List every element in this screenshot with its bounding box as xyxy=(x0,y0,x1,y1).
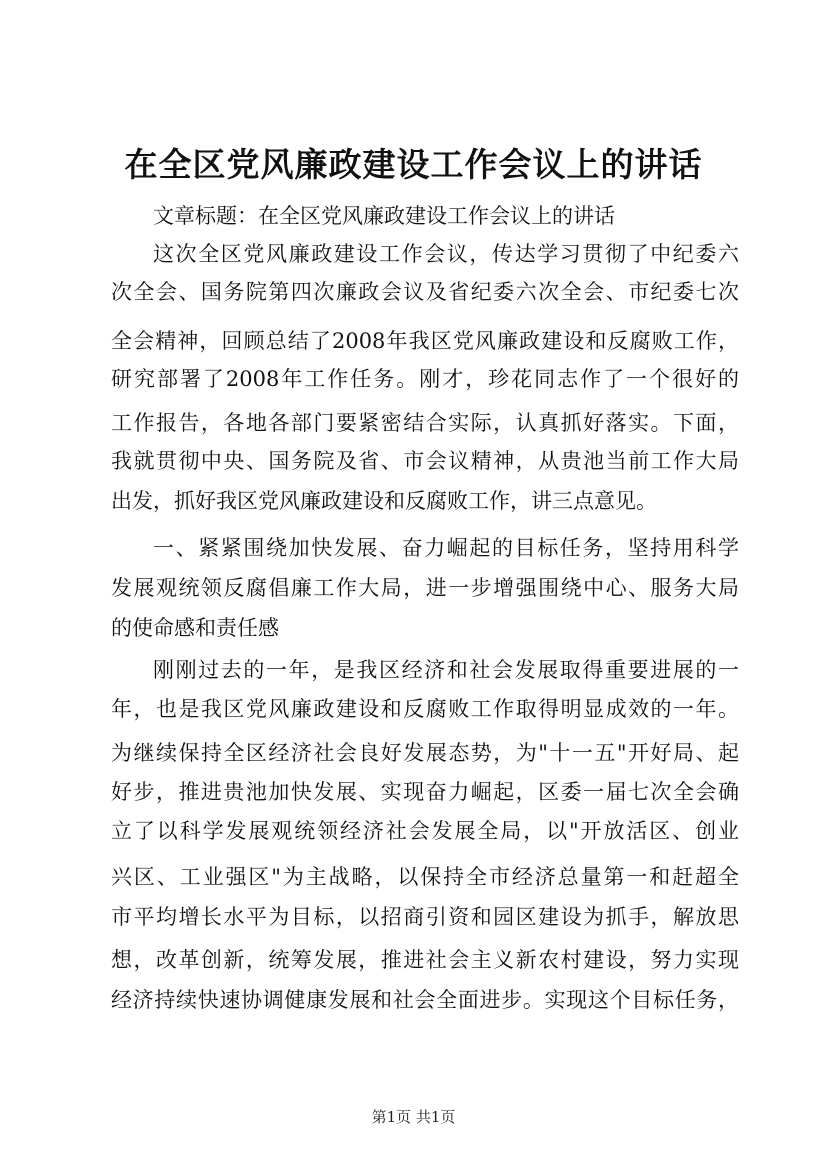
body-line: 兴区、工业强区"为主战略，以保持全市经济总量第一和赶超全 xyxy=(111,865,739,889)
body-line: 为继续保持全区经济社会良好发展态势，为"十一五"开好局、起 xyxy=(111,741,739,765)
body-line: 经济持续快速协调健康发展和社会全面进步。实现这个目标任务， xyxy=(111,988,739,1012)
body-line: 我就贯彻中央、国务院及省、市会议精神，从贵池当前工作大局 xyxy=(111,449,739,473)
body-line: 次全会、国务院第四次廉政会议及省纪委六次全会、市纪委七次 xyxy=(111,280,739,304)
body-line: 市平均增长水平为目标，以招商引资和园区建设为抓手，解放思 xyxy=(111,905,739,929)
body-line: 刚刚过去的一年，是我区经济和社会发展取得重要进展的一 xyxy=(153,658,739,682)
body-line: 工作报告，各地各部门要紧密结合实际，认真抓好落实。下面， xyxy=(111,411,739,435)
body-line: 出发，抓好我区党风廉政建设和反腐败工作，讲三点意见。 xyxy=(111,489,657,513)
body-line: 立了以科学发展观统领经济社会发展全局，以"开放活区、创业 xyxy=(111,819,739,843)
page-footer xyxy=(0,1106,827,1128)
article-title-line: 文章标题：在全区党风廉政建设工作会议上的讲话 xyxy=(153,204,615,228)
body-line: 这次全区党风廉政建设工作会议，传达学习贯彻了中纪委六 xyxy=(153,242,739,266)
heading-line: 一、紧紧围绕加快发展、奋力崛起的目标任务，坚持用科学 xyxy=(153,536,739,560)
heading-line: 的使命感和责任感 xyxy=(111,616,279,640)
body-line: 年，也是我区党风廉政建设和反腐败工作取得明显成效的一年。 xyxy=(111,697,739,721)
heading-line: 发展观统领反腐倡廉工作大局，进一步增强围绕中心、服务大局 xyxy=(111,576,739,600)
body-line: 研究部署了2008年工作任务。刚才，珍花同志作了一个很好的 xyxy=(111,367,739,391)
page-number-label: 第1页 共1页 xyxy=(371,1108,456,1126)
body-line: 全会精神，回顾总结了2008年我区党风廉政建设和反腐败工作， xyxy=(111,329,739,353)
body-line: 好步，推进贵池加快发展、实现奋力崛起，区委一届七次全会确 xyxy=(111,780,739,804)
body-line: 想，改革创新，统筹发展，推进社会主义新农村建设，努力实现 xyxy=(111,948,739,972)
document-title: 在全区党风廉政建设工作会议上的讲话 xyxy=(124,145,703,184)
